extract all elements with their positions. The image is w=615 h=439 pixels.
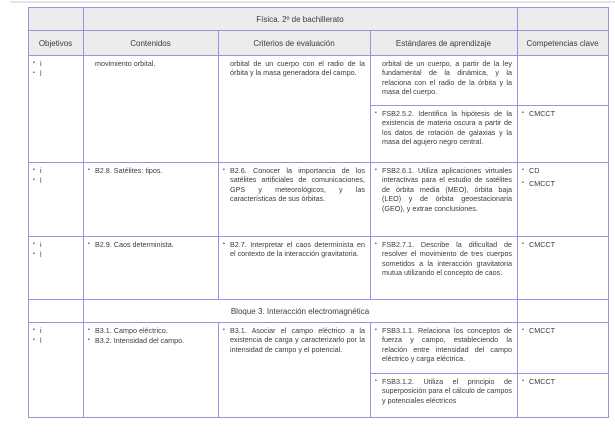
objetivo-item [33,166,78,175]
estandares-cell [371,237,518,300]
bullet-icon: ▪ [33,327,35,333]
table-title: Física. 2º de bachillerato [84,8,518,31]
contenido-text: B2.8. Satélites: tipos. [95,166,163,175]
objetivo-item [33,69,78,78]
bullet-icon: ▪ [33,241,35,247]
estandar-text: FSB3.1.1. Relaciona los conceptos de fuerza y campo, estableciendo la relación entre intensidad del campo eléctrico y carga eléctrica. [382,326,513,364]
column-header-criterios: Criterios de evaluación [219,31,371,56]
estandar-text: FSB2.7.1. Describe la dificultad de resolver el movimiento de tres cuerpos sometidos a la interacción gravitatoria mutua utilizando el concepto de caos. [382,240,513,278]
competencia-label: CMCCT [529,109,555,118]
estandares-cell [371,323,518,374]
estandar-item [375,166,512,213]
bullet-icon: ▪ [33,337,35,344]
table-row [29,323,609,374]
objetivo-letter: l [40,336,42,346]
contenido-text: B3.1. Campo eléctrico. [95,326,168,335]
objetivo-item [33,176,78,185]
competencia-label: CMCCT [529,377,555,386]
bullet-icon: ▪ [522,110,524,116]
criterios-cell [219,237,371,300]
competencias-cell [518,163,609,237]
estandar-item [375,109,512,147]
estandar-text: FSB3.1.2. Utiliza el principio de superposición para el cálculo de campos y potenciales eléctricos [382,377,513,405]
contenido-item [88,240,213,249]
objetivos-cell [29,323,84,418]
objetivo-letter: l [40,176,42,186]
competencia-item [522,179,603,188]
competencias-cell [518,56,609,106]
table-title-row [29,8,609,31]
estandar-text: orbital de un cuerpo, a partir de la ley fundamental de la dinámica, y la relaciona con el radio de la órbita y la masa del cuerpo. [382,59,513,97]
page-top-edge [10,1,615,3]
bloque-right-spacer-cell [518,300,609,323]
bullet-icon: ▪ [33,60,35,66]
competencia-item [522,166,603,175]
competencia-label: CMCCT [529,326,555,335]
objetivos-cell [29,163,84,237]
criterio-item [223,326,365,354]
competencia-label: CMCCT [529,179,555,189]
competencia-item [522,240,603,249]
criterios-cell [219,163,371,237]
bullet-icon: ▪ [522,378,524,384]
competencias-cell [518,374,609,418]
estandares-cell [371,56,518,106]
bullet-icon: ▪ [522,167,524,173]
contenido-item: movimiento orbital. [95,59,156,68]
competencias-cell [518,237,609,300]
bullet-icon: ▪ [33,251,35,258]
objetivo-item [33,250,78,259]
bullet-icon: ▪ [375,241,377,247]
objetivo-letter: l [40,250,42,260]
bullet-icon: ▪ [375,327,377,333]
estandares-cell [371,163,518,237]
competencia-item [522,326,603,335]
estandar-item [375,240,512,278]
criterios-cell [219,56,371,163]
estandares-cell [371,106,518,163]
criterio-text: B2.6. Conocer la importancia de los satélites artificiales de comunicaciones, GPS y meteorológicos, y las características de sus órbitas. [230,166,365,204]
criterio-text: orbital de un cuerpo con el radio de la órbita y la masa generadora del campo. [230,59,365,78]
contenido-text: B2.9. Caos determinista. [95,240,174,249]
bullet-icon: ▪ [375,378,377,384]
bullet-icon: ▪ [33,167,35,173]
bullet-icon: ▪ [88,241,90,247]
contenido-item [88,336,213,345]
bloque-left-spacer-cell [29,300,84,323]
objetivo-letter: i [40,326,42,335]
bullet-icon: ▪ [88,337,90,344]
objetivo-item [33,59,78,68]
table-row [29,163,609,237]
contenidos-cell [84,163,219,237]
contenidos-cell [84,56,219,163]
bullet-icon: ▪ [33,177,35,184]
criterios-cell [219,323,371,418]
bullet-icon: ▪ [375,110,377,116]
competencia-item [522,109,603,118]
column-header-contenidos: Contenidos [84,31,219,56]
objetivo-item [33,326,78,335]
bullet-icon: ▪ [375,167,377,173]
objetivo-letter: i [40,240,42,249]
column-header-estandares: Estándares de aprendizaje [371,31,518,56]
bullet-icon: ▪ [33,70,35,77]
bloque-title: Bloque 3. Interacción electromagnética [84,300,518,323]
contenidos-cell [84,237,219,300]
objetivo-letter: i [40,166,42,175]
contenido-item [88,326,213,335]
estandar-text: FSB2.6.1. Utiliza aplicaciones virtuales interactivas para el estudio de satélites de órbita media (MEO), órbita baja (LEO) y de órbita geoestacionaria (GEO), y extrae conclusiones. [382,166,513,213]
contenido-text: B3.2. Intensidad del campo. [95,336,185,346]
bullet-icon: ▪ [522,241,524,247]
column-header-row [29,31,609,56]
estandares-cell [371,374,518,418]
estandar-text: FSB2.5.2. Identifica la hipótesis de la existencia de materia oscura a partir de los datos de rotación de galaxias y la masa del agujero negro central. [382,109,513,147]
estandar-item [375,326,512,364]
objetivos-cell [29,56,84,163]
curriculum-table [28,7,609,418]
competencia-item [522,377,603,386]
criterio-text: B3.1. Asociar el campo eléctrico a la existencia de carga y caracterizarlo por la intensidad de campo y el potencial. [230,326,365,354]
column-header-competencias: Competencias clave [518,31,609,56]
bullet-icon: ▪ [223,241,225,247]
competencia-label: CD [529,166,540,175]
bullet-icon: ▪ [88,167,90,173]
competencia-label: CMCCT [529,240,555,249]
objetivo-letter: l [40,69,42,79]
criterio-text: B2.7. Interpretar el caos determinista en el contexto de la interacción gravitatoria. [230,240,365,259]
bullet-icon: ▪ [88,327,90,333]
title-right-spacer-cell [518,8,609,31]
column-header-objetivos: Objetivos [29,31,84,56]
estandar-item [375,377,512,405]
bullet-icon: ▪ [522,327,524,333]
bloque-row [29,300,609,323]
objetivo-letter: i [40,59,42,68]
contenido-item [88,166,213,175]
criterio-item [223,166,365,204]
objetivos-cell [29,237,84,300]
bullet-icon: ▪ [223,327,225,333]
title-left-spacer-cell [29,8,84,31]
bullet-icon: ▪ [223,167,225,173]
competencias-cell [518,323,609,374]
objetivo-item [33,240,78,249]
contenidos-cell [84,323,219,418]
table-row [29,56,609,106]
competencias-cell [518,106,609,163]
bullet-icon: ▪ [522,180,524,187]
objetivo-item [33,336,78,345]
criterio-item [223,240,365,259]
table-row [29,237,609,300]
